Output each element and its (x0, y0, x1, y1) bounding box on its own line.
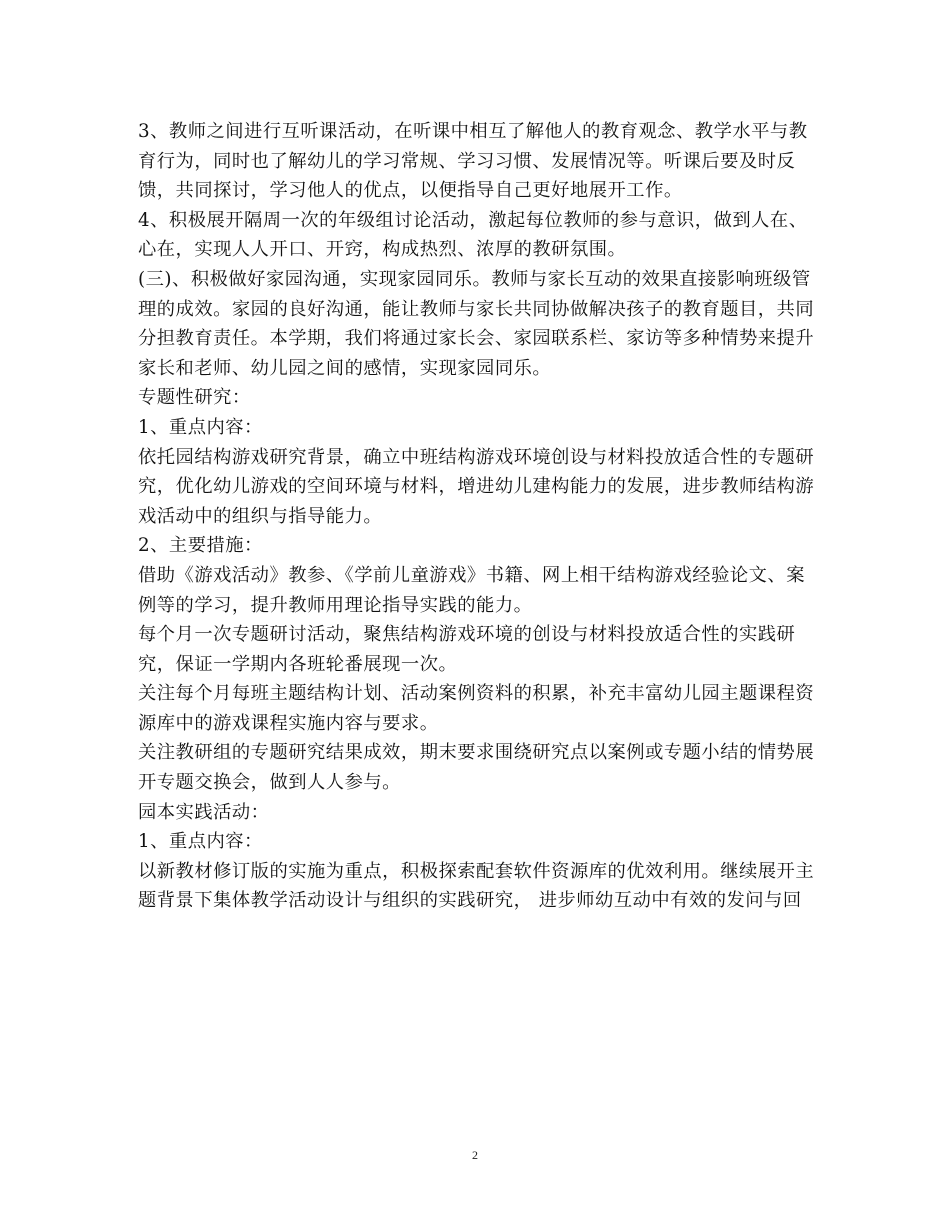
text-line: 究，优化幼儿游戏的空间环境与材料，增进幼儿建构能力的发展，进步教师结构游 (138, 476, 815, 498)
text-line: 戏活动中的组织与指导能力。 (138, 505, 383, 527)
text-line: 以新教材修订版的实施为重点，积极探索配套软件资源库的优效利用。继续展开主 (138, 860, 815, 882)
text-line: 分担教育责任。本学期，我们将通过家长会、家园联系栏、家访等多种情势来提升 (138, 328, 815, 350)
text-line: 园本实践活动： (138, 801, 270, 823)
text-line: 关注每个月每班主题结构计划、活动案例资料的积累，补充丰富幼儿园主题课程资 (138, 683, 815, 705)
text-line: 4、积极展开隔周一次的年级组讨论活动，激起每位教师的参与意识，做到人在、 (138, 209, 808, 231)
text-line: 借助《游戏活动》教参、《学前儿童游戏》书籍、网上相干结构游戏经验论文、案 (138, 564, 805, 586)
text-line: 究，保证一学期内各班轮番展现一次。 (138, 653, 458, 675)
text-line: 依托园结构游戏研究背景，确立中班结构游戏环境创设与材料投放适合性的专题研 (138, 446, 815, 468)
text-line: 题背景下集体教学活动设计与组织的实践研究， 进步师幼互动中有效的发问与回 (138, 890, 802, 912)
text-line: 理的成效。家园的良好沟通，能让教师与家长共同协做解决孩子的教育题目，共同 (138, 298, 815, 320)
text-line: 心在，实现人人开口、开窍，构成热烈、浓厚的教研氛围。 (138, 239, 627, 261)
text-line: 2、主要措施： (138, 535, 263, 557)
text-line: 馈，共同探讨，学习他人的优点，以便指导自己更好地展开工作。 (138, 180, 683, 202)
text-line: 源库中的游戏课程实施内容与要求。 (138, 712, 439, 734)
text-line: 育行为，同时也了解幼儿的学习常规、学习习惯、发展情况等。听课后要及时反 (138, 150, 796, 172)
text-line: 3、教师之间进行互听课活动，在听课中相互了解他人的教育观念、教学水平与教 (138, 121, 808, 142)
text-line: 每个月一次专题研讨活动，聚焦结构游戏环境的创设与材料投放适合性的实践研 (138, 624, 796, 646)
document-body (138, 117, 818, 916)
text-line: 例等的学习，提升教师用理论指导实践的能力。 (138, 594, 533, 616)
text-line: 家长和老师、幼儿园之间的感情，实现家园同乐。 (138, 357, 552, 379)
text-line: 1、重点内容： (138, 416, 263, 438)
text-line: 1、重点内容： (138, 831, 263, 853)
text-line: 开专题交换会，做到人人参与。 (138, 772, 401, 794)
text-line: 关注教研组的专题研究结果成效，期末要求围绕研究点以案例或专题小结的情势展 (138, 742, 815, 764)
text-line: (三)、积极做好家园沟通，实现家园同乐。教师与家长互动的效果直接影响班级管 (138, 268, 811, 290)
page-number: 2 (472, 1148, 478, 1162)
text-line: 专题性研究： (138, 387, 251, 409)
